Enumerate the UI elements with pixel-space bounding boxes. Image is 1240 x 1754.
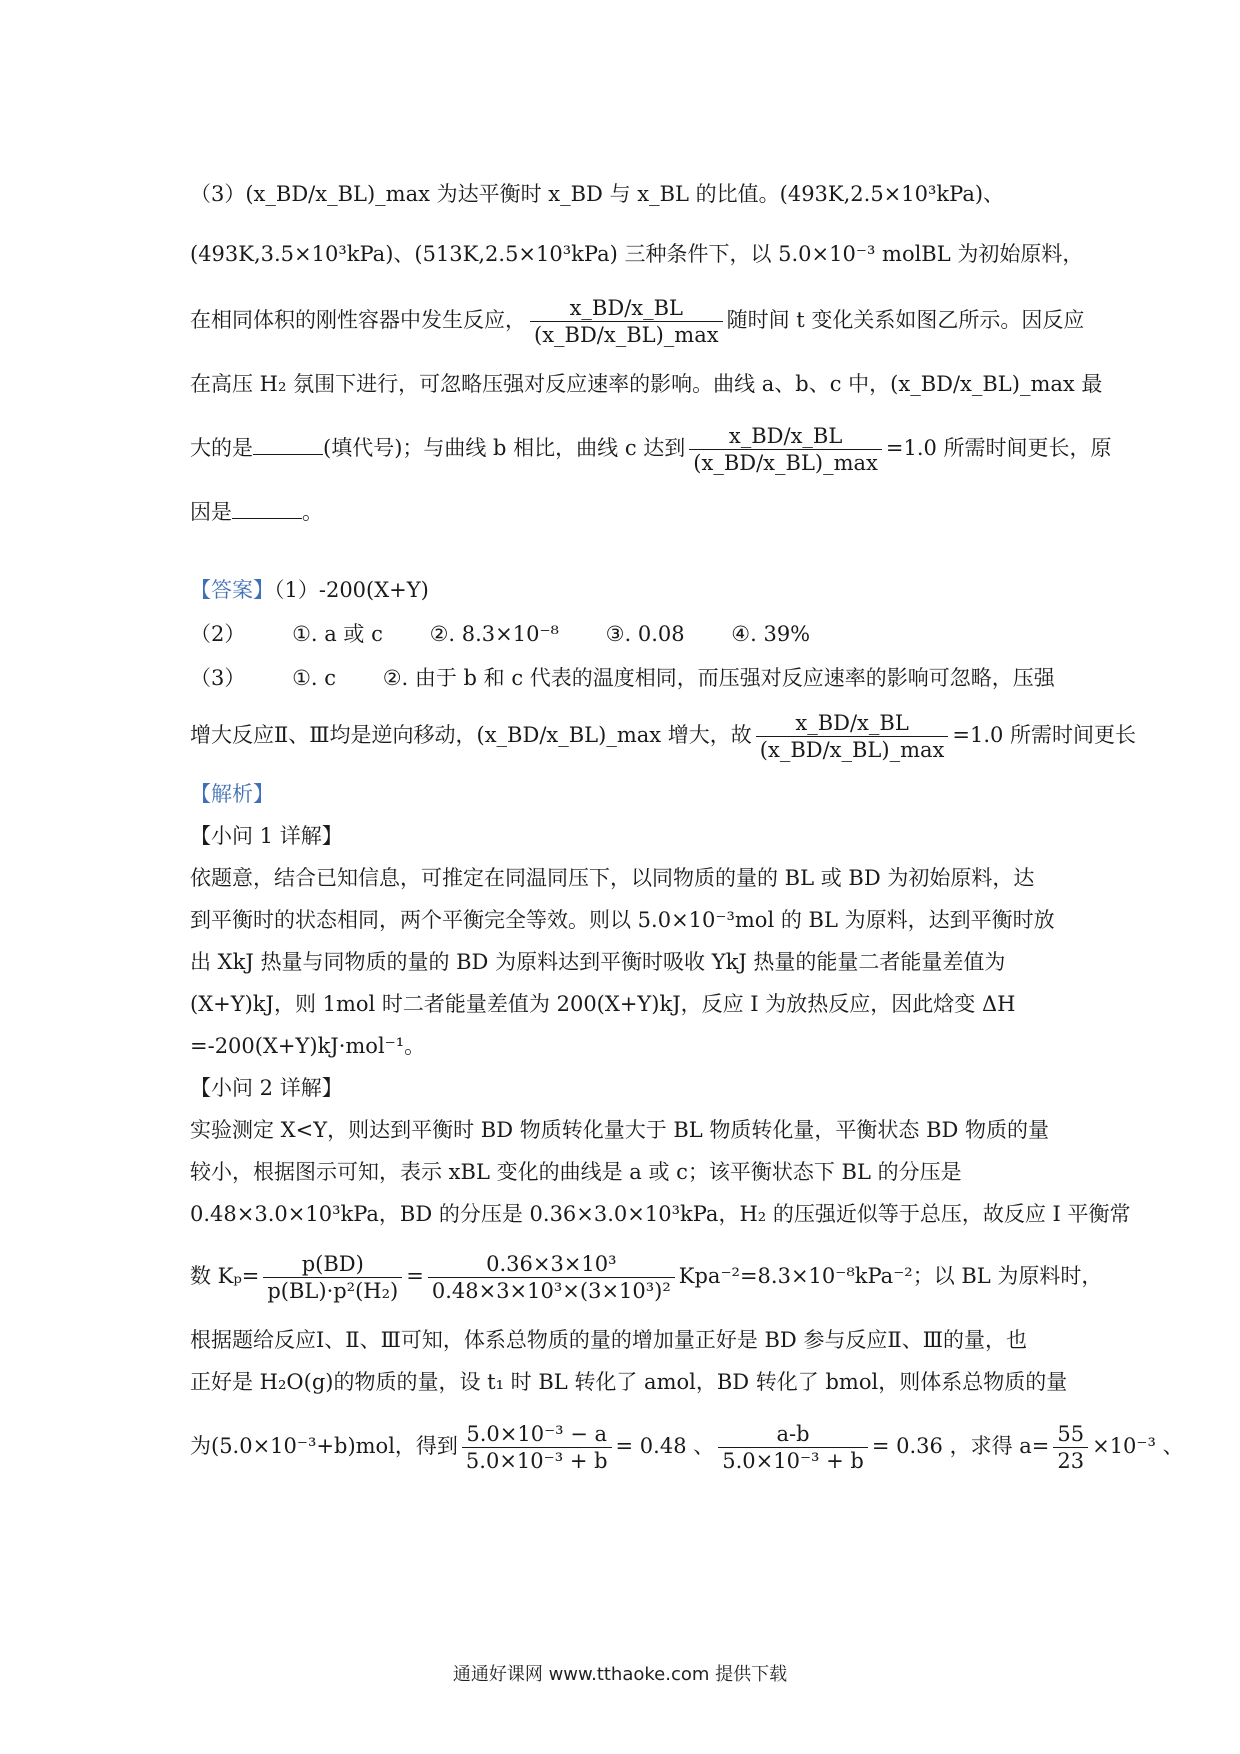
kp-numerator-2: 0.36×3×10³ — [428, 1251, 675, 1278]
answer-item: ③. 0.08 — [605, 622, 685, 646]
q3-line-5-text-b: (填代号)；与曲线 b 相比，曲线 c 达到 — [323, 436, 686, 460]
answer-item: ②. 8.3×10⁻⁸ — [429, 622, 559, 646]
q3-line-5-text-a: 大的是 — [190, 436, 253, 460]
q3-line-6-text-b: 。 — [302, 500, 323, 524]
q3-line-5-text-c: =1.0 所需时间更长，原 — [885, 436, 1112, 460]
kp-fraction-1 — [263, 1251, 402, 1304]
answer-item: ①. c — [292, 666, 337, 690]
kp-fraction-2 — [428, 1251, 675, 1304]
answer-blank-2 — [232, 500, 302, 519]
answer-line-4 — [190, 700, 1137, 770]
answer-line-3 — [190, 664, 1060, 692]
ratio-numerator: x_BD/x_BL — [689, 423, 882, 450]
analysis-tag: 【解析】 — [190, 782, 274, 806]
eq-numerator-2: a-b — [718, 1421, 868, 1448]
eq-numerator-1: 5.0×10⁻³ − a — [462, 1421, 612, 1448]
analysis-p3-line: 根据题给反应Ⅰ、Ⅱ、Ⅲ可知，体系总物质的量的增加量正好是 BD 参与反应Ⅱ、Ⅲ的量，也 — [190, 1328, 1027, 1352]
eq-denominator-1: 5.0×10⁻³ + b — [465, 1449, 608, 1473]
analysis-p1-line: =-200(X+Y)kJ·mol⁻¹。 — [190, 1034, 426, 1058]
analysis-sub-1: 【小问 1 详解】 — [190, 824, 343, 848]
answer-line-4-text-a: 增大反应Ⅱ、Ⅲ均是逆向移动，(x_BD/x_BL)_max 增大，故 — [190, 723, 752, 747]
kp-numerator-1: p(BD) — [263, 1251, 402, 1278]
kp-label: 数 Kₚ= — [190, 1264, 260, 1288]
q3-line-6 — [190, 498, 1060, 526]
answer-item: ②. 由于 b 和 c 代表的温度相同，而压强对反应速率的影响可忽略，压强 — [382, 666, 1055, 690]
final-equation-line — [190, 1410, 1184, 1482]
ratio-denominator: (x_BD/x_BL)_max — [693, 451, 878, 475]
q3-line-2: (493K,3.5×10³kPa)、(513K,2.5×10³kPa) 三种条件下，以 5.0×10⁻³ molBL 为初始原料， — [190, 242, 1084, 266]
eq-fraction-3 — [1053, 1421, 1088, 1474]
q3-line-3-text-a: 在相同体积的刚性容器中发生反应， — [190, 308, 526, 332]
q3-line-6-text-a: 因是 — [190, 500, 232, 524]
page-footer: 通通好课网 www.tthaoke.com 提供下载 — [452, 1664, 788, 1685]
answer-line-1 — [190, 576, 1060, 604]
final-eq-text-c: = 0.36 ，求得 a= — [871, 1434, 1050, 1458]
kp-result: Kpa⁻²=8.3×10⁻⁸kPa⁻²；以 BL 为原料时， — [678, 1264, 1103, 1288]
answer-blank-1 — [253, 436, 323, 455]
analysis-p3-line: 正好是 H₂O(g)的物质的量，设 t₁ 时 BL 转化了 amol，BD 转化了 bmol，则体系总物质的量 — [190, 1370, 1068, 1394]
analysis-p1-line: 出 XkJ 热量与同物质的量的 BD 为原料达到平衡时吸收 YkJ 热量的能量二者能量差值为 — [190, 950, 1006, 974]
eq-fraction-2 — [718, 1421, 868, 1474]
kp-denominator-2: 0.48×3×10³×(3×10³)² — [431, 1279, 671, 1303]
analysis-p2-line: 实验测定 X<Y，则达到平衡时 BD 物质转化量大于 BL 物质转化量，平衡状态 BD 物质的量 — [190, 1118, 1050, 1142]
q3-line-3 — [190, 290, 1085, 350]
kp-equals: = — [406, 1264, 424, 1288]
eq-numerator-3: 55 — [1053, 1421, 1088, 1448]
answer-part-1: （1）-200(X+Y) — [274, 578, 429, 602]
ratio-fraction — [530, 295, 723, 348]
answer-line-4-text-b: =1.0 所需时间更长 — [952, 723, 1137, 747]
final-eq-text-b: = 0.48 、 — [615, 1434, 715, 1458]
kp-formula-line — [190, 1240, 1103, 1312]
answer-item: ④. 39% — [731, 622, 811, 646]
eq-denominator-3: 23 — [1057, 1449, 1085, 1473]
answer-item: ①. a 或 c — [292, 622, 383, 646]
q3-line-1: （3）(x_BD/x_BL)_max 为达平衡时 x_BD 与 x_BL 的比值。(493K,2.5×10³kPa)、 — [190, 182, 1005, 206]
answer-line-2 — [190, 620, 1060, 648]
analysis-p2-line: 较小，根据图示可知，表示 xBL 变化的曲线是 a 或 c；该平衡状态下 BL 的分压是 — [190, 1160, 962, 1184]
ratio-denominator: (x_BD/x_BL)_max — [534, 323, 719, 347]
analysis-p1-line: 依题意，结合已知信息，可推定在同温同压下，以同物质的量的 BL 或 BD 为初始原料，达 — [190, 866, 1035, 890]
answer-part-2-label: （2） — [190, 622, 246, 646]
ratio-numerator: x_BD/x_BL — [756, 710, 949, 737]
q3-line-4: 在高压 H₂ 氛围下进行，可忽略压强对反应速率的影响。曲线 a、b、c 中，(x_BD/x_BL)_max 最 — [190, 372, 1103, 396]
answer-tag: 【答案】 — [190, 578, 274, 602]
final-eq-text-d: ×10⁻³ 、 — [1092, 1434, 1184, 1458]
analysis-p1-line: (X+Y)kJ，则 1mol 时二者能量差值为 200(X+Y)kJ，反应 I 为放热反应，因此焓变 ΔH — [190, 992, 1016, 1016]
q3-line-3-text-b: 随时间 t 变化关系如图乙所示。因反应 — [726, 308, 1085, 332]
answer-part-3-label: （3） — [190, 666, 246, 690]
eq-denominator-2: 5.0×10⁻³ + b — [722, 1449, 864, 1473]
q3-line-5 — [190, 418, 1112, 478]
ratio-denominator: (x_BD/x_BL)_max — [759, 738, 945, 762]
analysis-p2-line: 0.48×3.0×10³kPa，BD 的分压是 0.36×3.0×10³kPa，H₂ 的压强近似等于总压，故反应 I 平衡常 — [190, 1202, 1131, 1226]
final-eq-text-a: 为(5.0×10⁻³+b)mol，得到 — [190, 1434, 458, 1458]
analysis-p1-line: 到平衡时的状态相同，两个平衡完全等效。则以 5.0×10⁻³mol 的 BL 为原料，达到平衡时放 — [190, 908, 1055, 932]
kp-denominator-1: p(BL)·p²(H₂) — [267, 1279, 399, 1303]
ratio-fraction — [689, 423, 882, 476]
analysis-sub-2: 【小问 2 详解】 — [190, 1076, 343, 1100]
ratio-numerator: x_BD/x_BL — [530, 295, 723, 322]
eq-fraction-1 — [462, 1421, 612, 1474]
ratio-fraction — [756, 710, 949, 763]
